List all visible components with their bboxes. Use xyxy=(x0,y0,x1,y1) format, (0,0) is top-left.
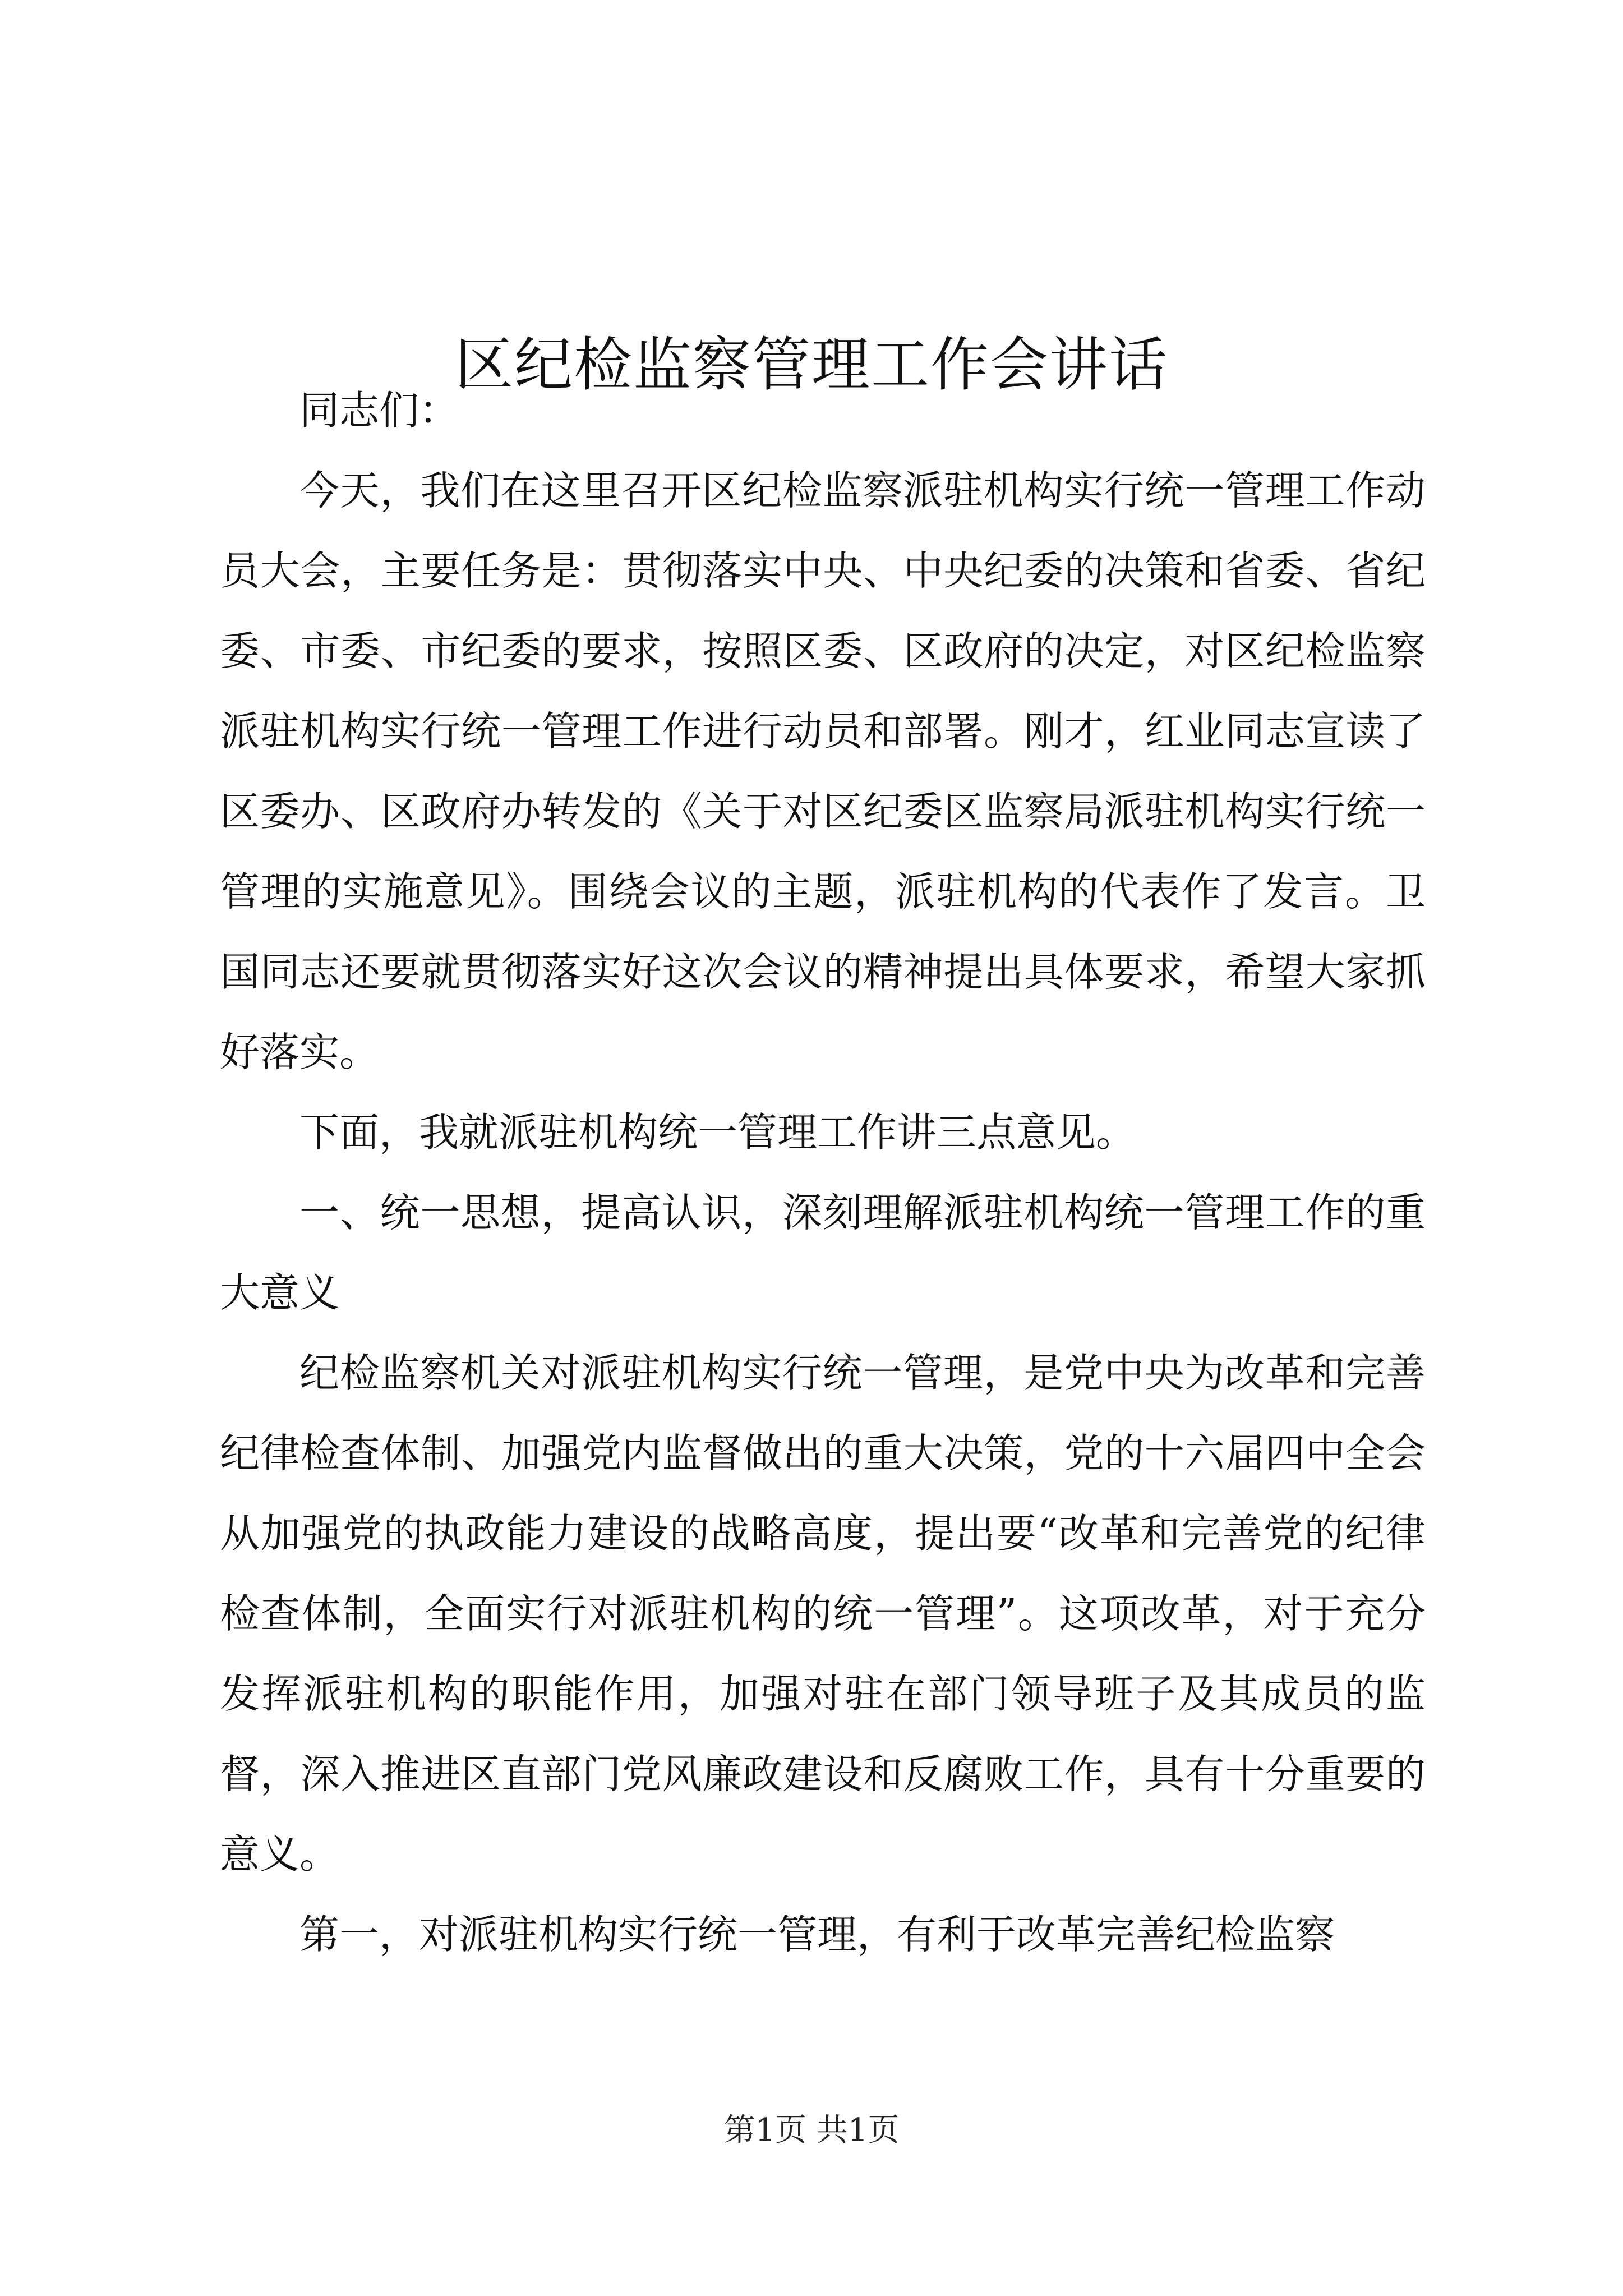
body-paragraph: 纪检监察机关对派驻机构实行统一管理，是党中央为改革和完善纪律检查体制、加强党内监督做出的重大决策，党的十六届四中全会从加强党的执政能力建设的战略高度，提出要“改革和完善党的纪律检查体制，全面实行对派驻机构的统一管理”。这项改革，对于充分发挥派驻机构的职能作用，加强对驻在部门领导班子及其成员的监督，深入推进区直部门党风廉政建设和反腐败工作，具有十分重要的意义。 xyxy=(220,1350,1426,1878)
salutation-paragraph: 同志们： xyxy=(299,387,459,434)
document-title: 区纪检监察管理工作会讲话 xyxy=(454,330,1168,399)
document-body xyxy=(220,370,1426,1975)
page-footer xyxy=(0,2108,1623,2153)
body-paragraph: 今天，我们在这里召开区纪检监察派驻机构实行统一管理工作动员大会，主要任务是：贯彻落实中央、中央纪委的决策和省委、省纪委、市委、市纪委的要求，按照区委、区政府的决定，对区纪检监察派驻机构实行统一管理工作进行动员和部署。刚才，红业同志宣读了区委办、区政府办转发的《关于对区纪委区监察局派驻机构实行统一管理的实施意见》。围绕会议的主题，派驻机构的代表作了发言。卫国同志还要就贯彻落实好这次会议的精神提出具体要求，希望大家抓好落实。 xyxy=(220,467,1426,1075)
body-paragraph: 下面，我就派驻机构统一管理工作讲三点意见。 xyxy=(299,1109,1136,1156)
page-number: 第1页 共1页 xyxy=(723,2112,900,2148)
section-heading: 一、统一思想，提高认识，深刻理解派驻机构统一管理工作的重大意义 xyxy=(220,1189,1426,1316)
body-paragraph: 第一，对派驻机构实行统一管理，有利于改革完善纪检监察 xyxy=(299,1911,1335,1958)
